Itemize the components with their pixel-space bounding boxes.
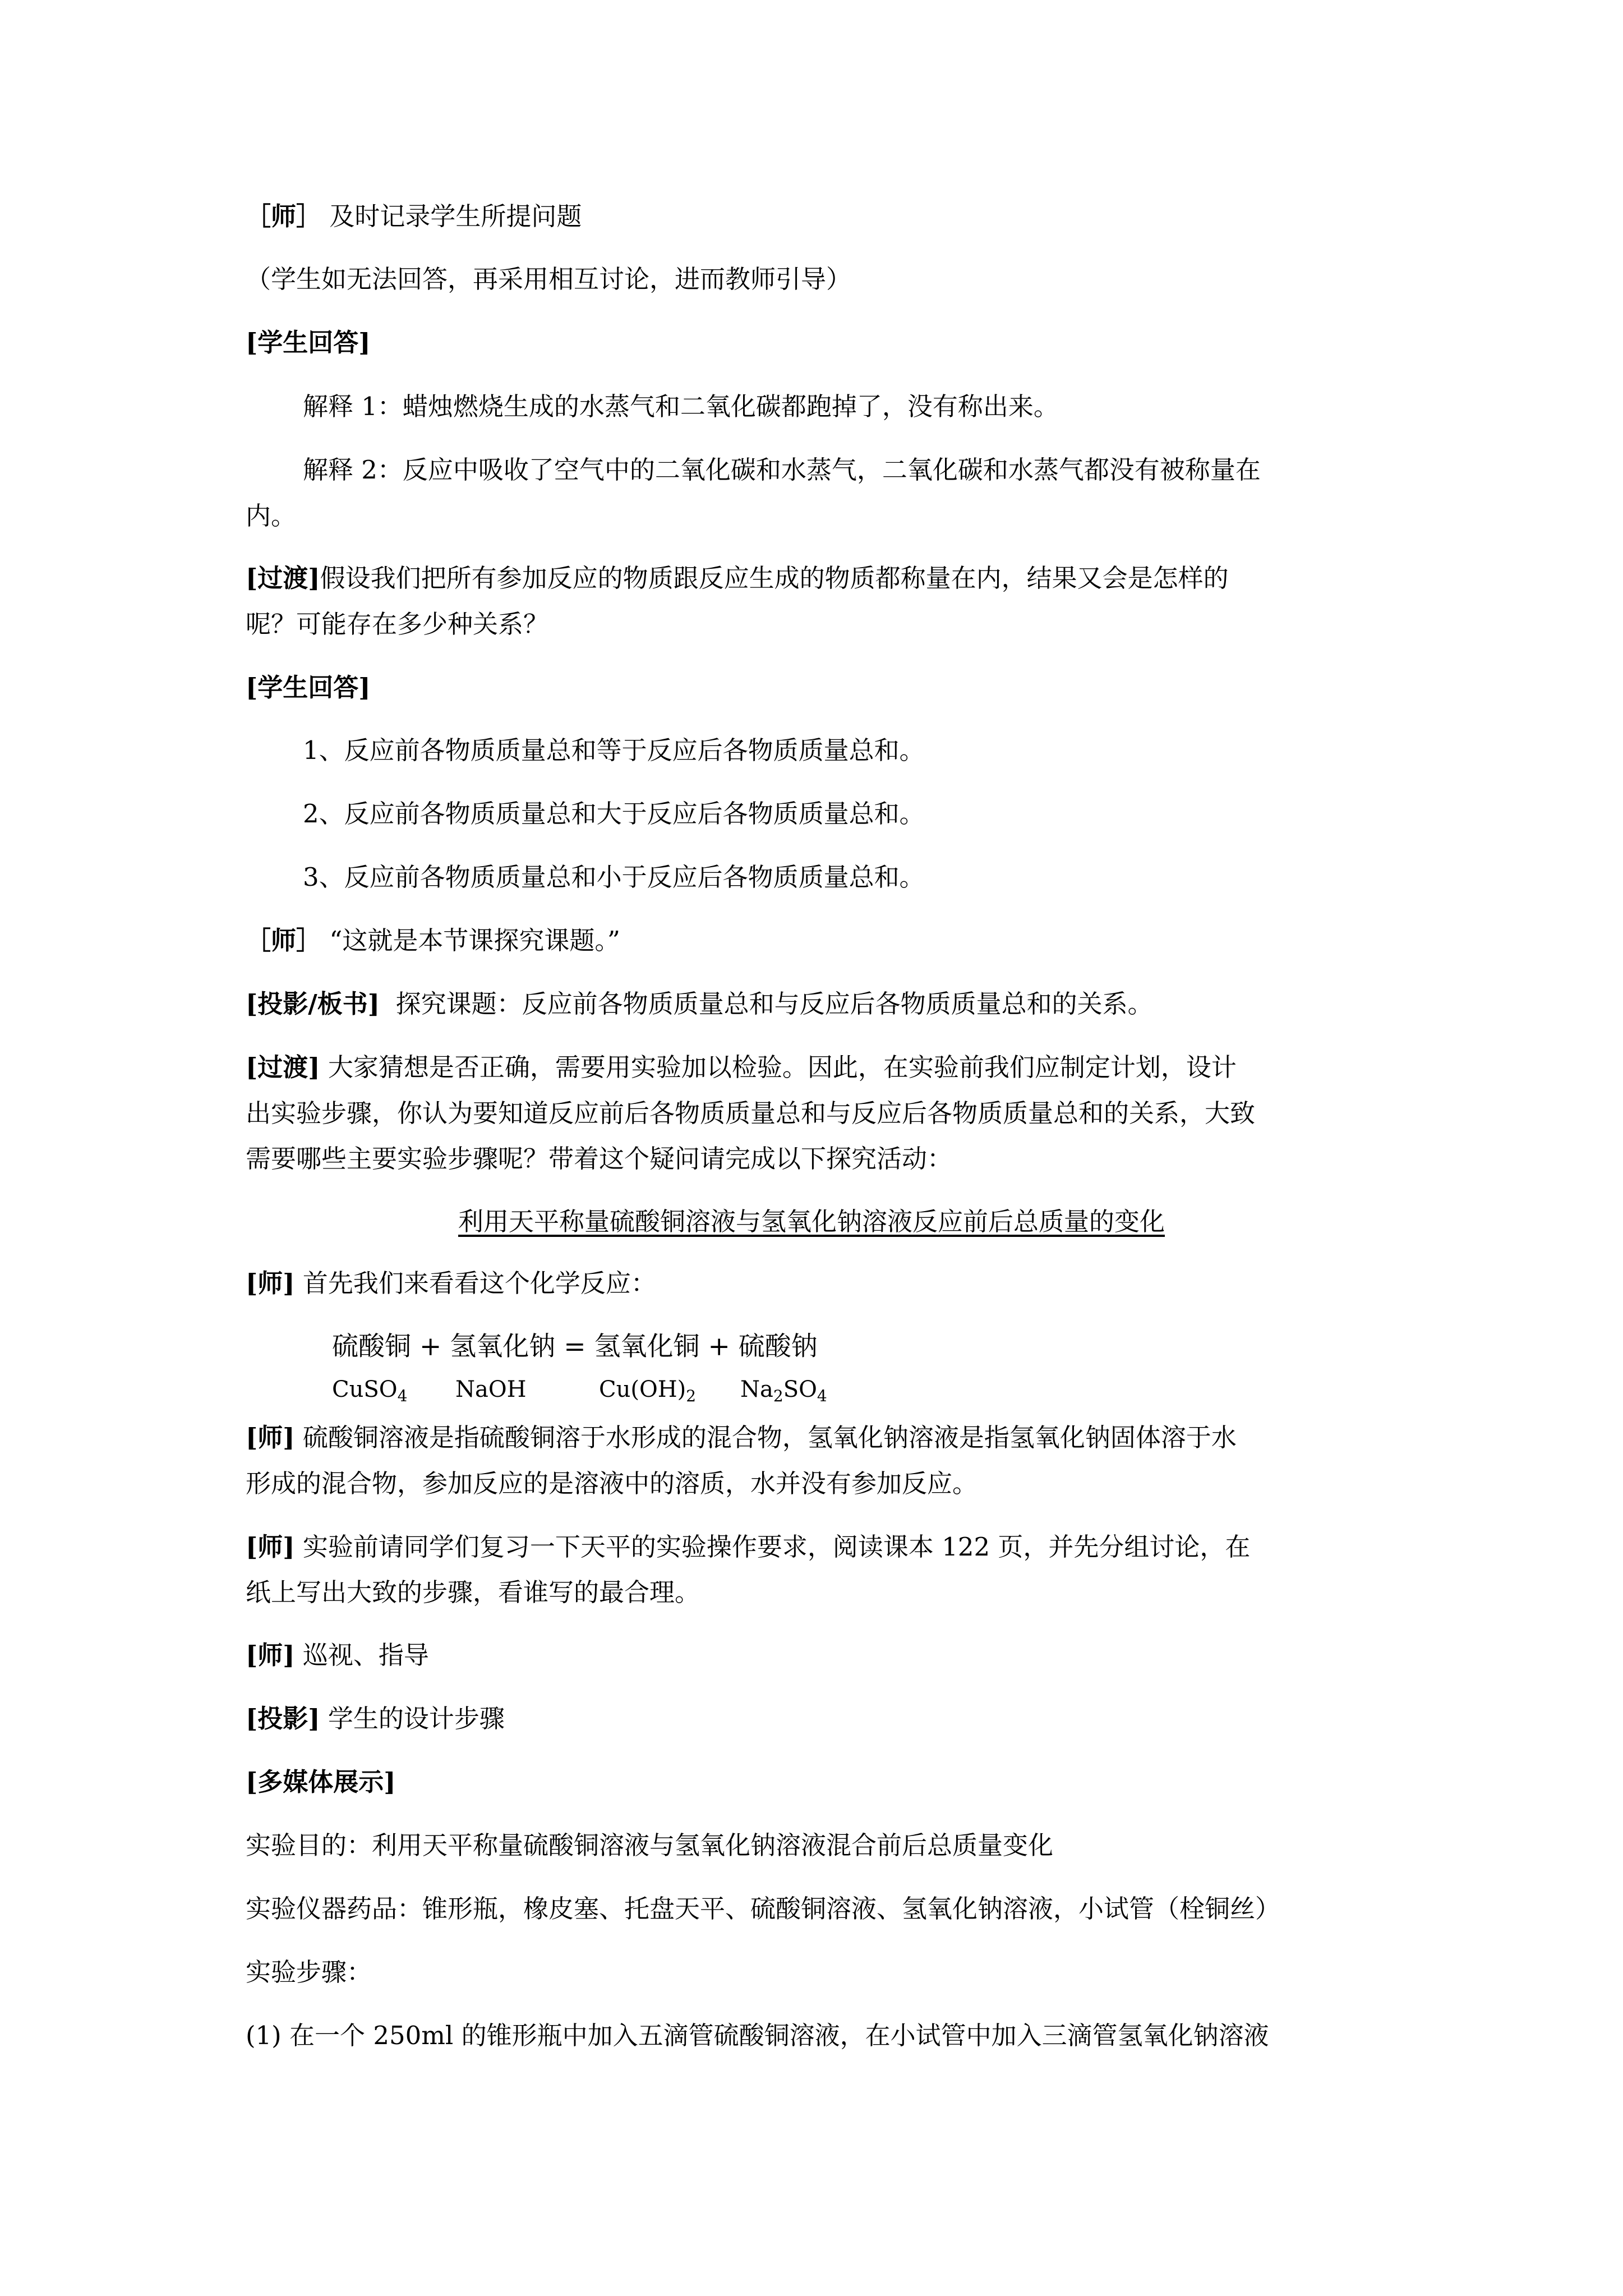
answer-item-2 <box>303 799 1447 829</box>
teacher-line-cont <box>246 1577 1390 1607</box>
line-text: 及时记录学生所提问题 <box>329 201 582 231</box>
formula-subscript: 2 <box>686 1387 697 1405</box>
transition-line-cont <box>246 1098 1390 1128</box>
line-text: 巡视、指导 <box>302 1640 429 1670</box>
activity-title <box>0 1209 1623 1234</box>
line-text: 探究课题：反应前各物质质量总和与反应后各物质质量总和的关系。 <box>395 989 1153 1019</box>
role-tag: [师] <box>246 1268 295 1298</box>
line-text: 解释 1：蜡烛燃烧生成的水蒸气和二氧化碳都跑掉了，没有称出来。 <box>303 392 1059 421</box>
line-text: 利用天平称量硫酸铜溶液与氢氧化钠溶液反应前后总质量的变化 <box>458 1207 1165 1236</box>
formula-subscript: 4 <box>397 1387 408 1405</box>
transition-line-cont <box>246 1144 1390 1174</box>
formula-na2so4 <box>740 1377 827 1405</box>
role-tag: ［师］ <box>246 201 322 231</box>
formula-text: NaOH <box>455 1377 527 1402</box>
formula-text: CuSO <box>332 1377 398 1402</box>
explanation-2 <box>303 455 1447 485</box>
line-text: 实验前请同学们复习一下天平的实验操作要求，阅读课本 122 页，并先分组讨论，在 <box>302 1532 1251 1562</box>
formula-text: Na <box>740 1377 773 1402</box>
line-text: 硫酸铜溶液是指硫酸铜溶于水形成的混合物，氢氧化钠溶液是指氢氧化钠固体溶于水 <box>302 1423 1237 1452</box>
experiment-purpose <box>246 1830 1390 1860</box>
teacher-line <box>246 1268 1390 1298</box>
explanation-1 <box>303 394 1447 419</box>
projection-line <box>246 1706 1390 1731</box>
experiment-steps-heading <box>246 1959 1390 1985</box>
line-text: 3、反应前各物质质量总和小于反应后各物质质量总和。 <box>303 862 925 892</box>
line-text: 1、反应前各物质质量总和等于反应后各物质质量总和。 <box>303 735 925 765</box>
line-text: (1) 在一个 250ml 的锥形瓶中加入五滴管硫酸铜溶液，在小试管中加入三滴管氢氧化钠溶液 <box>246 2021 1269 2050</box>
line-text: 学生的设计步骤 <box>328 1704 505 1733</box>
answer-item-1 <box>303 735 1447 765</box>
line-text: 假设我们把所有参加反应的物质跟反应生成的物质都称量在内，结果又会是怎样的 <box>320 563 1229 593</box>
answer-item-3 <box>303 864 1447 890</box>
line-text: 实验目的：利用天平称量硫酸铜溶液与氢氧化钠溶液混合前后总质量变化 <box>246 1830 1054 1860</box>
role-tag: [投影/板书] <box>246 989 380 1019</box>
teacher-line <box>246 1532 1390 1562</box>
word-equation: 硫酸铜 + 氢氧化钠 = 氢氧化铜 + 硫酸钠 <box>332 1331 818 1362</box>
line-text: 形成的混合物，参加反应的是溶液中的溶质，水并没有参加反应。 <box>246 1469 978 1498</box>
role-tag: [师] <box>246 1532 295 1562</box>
line-text: 出实验步骤，你认为要知道反应前后各物质质量总和与反应后各物质质量总和的关系，大致 <box>246 1098 1256 1128</box>
formula-text: SO <box>783 1377 817 1402</box>
teacher-note-line <box>246 201 1390 231</box>
experiment-materials <box>246 1894 1390 1924</box>
formula-naoh <box>455 1378 527 1401</box>
transition-line <box>246 565 1390 591</box>
line-text: 解释 2：反应中吸收了空气中的二氧化碳和水蒸气，二氧化碳和水蒸气都没有被称量在 <box>303 455 1261 485</box>
role-tag: [投影] <box>246 1704 320 1733</box>
role-tag: [学生回答] <box>246 328 371 357</box>
explanation-2-cont <box>246 501 1390 531</box>
transition-line-cont <box>246 611 1390 637</box>
teacher-line <box>246 1642 1390 1668</box>
transition-line <box>246 1052 1390 1082</box>
formula-cuoh2 <box>599 1377 697 1405</box>
line-text: 纸上写出大致的步骤，看谁写的最合理。 <box>246 1577 700 1607</box>
role-tag: ［师］ <box>246 926 322 955</box>
teacher-line <box>246 928 1390 953</box>
line-text: 2、反应前各物质质量总和大于反应后各物质质量总和。 <box>303 799 925 829</box>
line-text: 需要哪些主要实验步骤呢？带着这个疑问请完成以下探究活动： <box>246 1144 953 1174</box>
role-tag: [师] <box>246 1423 295 1452</box>
section-heading <box>246 330 1390 355</box>
line-text: 首先我们来看看这个化学反应： <box>302 1268 656 1298</box>
formula-cuso4 <box>332 1377 408 1405</box>
section-heading <box>246 1769 1390 1795</box>
line-text: 呢？可能存在多少种关系？ <box>246 609 549 639</box>
experiment-step-1 <box>246 2023 1390 2048</box>
role-tag: [多媒体展示] <box>246 1767 396 1797</box>
role-tag: [学生回答] <box>246 673 371 702</box>
formula-subscript: 4 <box>817 1387 827 1405</box>
projection-line <box>246 989 1390 1019</box>
teacher-line <box>246 1425 1390 1450</box>
section-heading <box>246 675 1390 700</box>
line-text: （学生如无法回答，再采用相互讨论，进而教师引导） <box>246 264 852 294</box>
role-tag: [师] <box>246 1640 295 1670</box>
formula-text: Cu(OH) <box>599 1377 686 1402</box>
line-text: 实验步骤： <box>246 1957 372 1987</box>
line-text: 内。 <box>246 501 297 531</box>
role-tag: [过渡] <box>246 1052 320 1082</box>
formula-subscript: 2 <box>773 1387 783 1405</box>
role-tag: [过渡] <box>246 563 320 593</box>
line-text: “这就是本节课探究课题。” <box>329 926 620 955</box>
line-text: 实验仪器药品：锥形瓶，橡皮塞、托盘天平、硫酸铜溶液、氢氧化钠溶液，小试管（栓铜丝） <box>246 1894 1281 1924</box>
teacher-line-cont <box>246 1471 1390 1496</box>
paragraph-line <box>246 266 1390 292</box>
line-text: 大家猜想是否正确，需要用实验加以检验。因此，在实验前我们应制定计划，设计 <box>328 1052 1237 1082</box>
